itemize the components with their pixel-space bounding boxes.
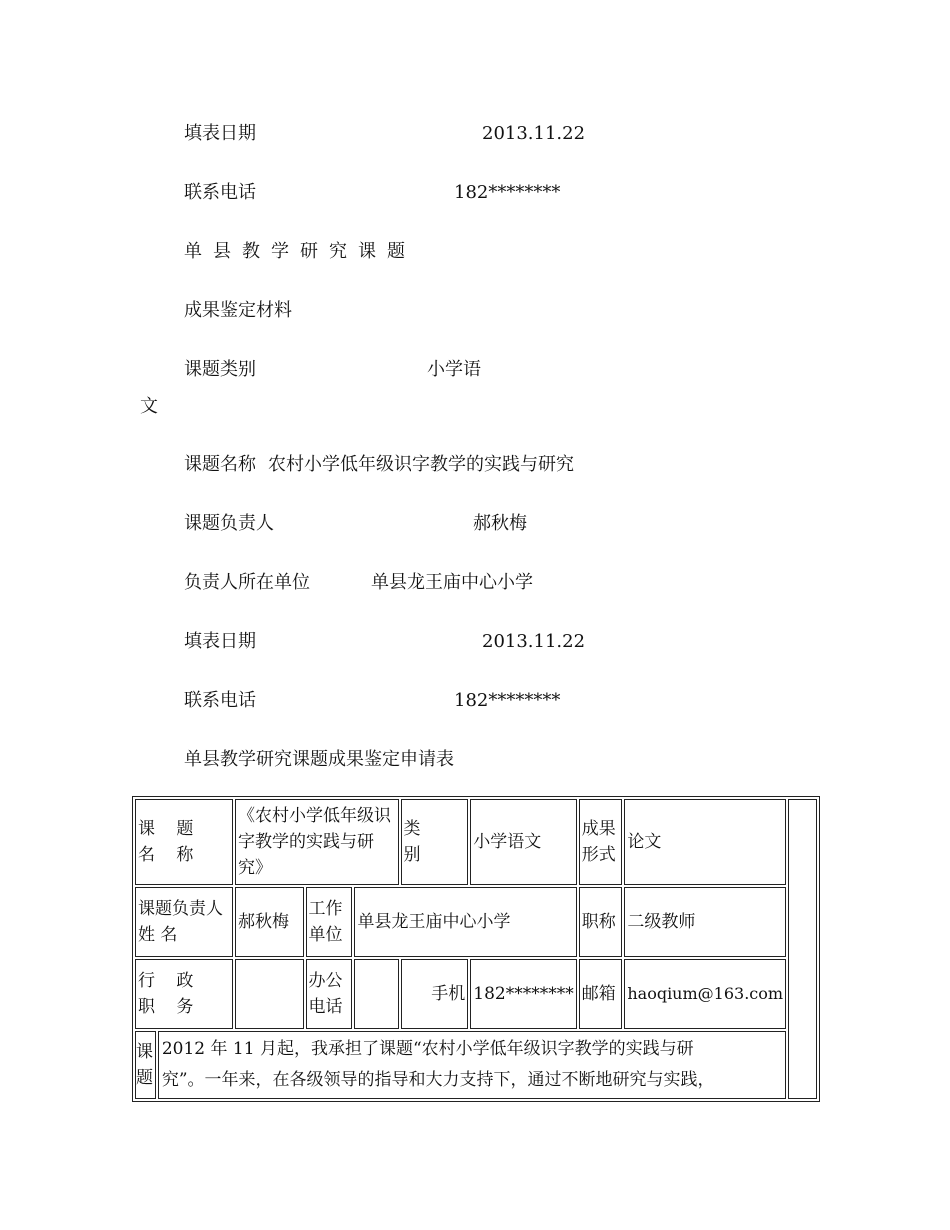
topic-value-cell: 《农村小学低年级识字教学的实践与研究》 <box>235 799 399 885</box>
category-value-part1: 小学语 <box>427 359 481 380</box>
form-row-leader <box>135 887 817 957</box>
email-label-cell: 邮箱 <box>579 959 623 1029</box>
fill-date-value-1: 2013.11.22 <box>482 123 586 144</box>
phone-value-1: 182******** <box>454 182 561 203</box>
result-label-cell: 成果形式 <box>579 799 623 885</box>
fill-date-label-2: 填表日期 <box>184 631 256 652</box>
summary-body-cell <box>158 1031 786 1099</box>
topic-name-value: 农村小学低年级识字教学的实践与研究 <box>268 454 574 475</box>
category-value-part2: 文 <box>140 396 158 417</box>
summary-body-line1: 2012 年 11 月起，我承担了课题“农村小学低年级识字教学的实践与研 <box>161 1039 694 1059</box>
leader-value-cell: 郝秋梅 <box>235 887 304 957</box>
office-value-cell <box>354 959 398 1029</box>
fill-date-value-2: 2013.11.22 <box>482 631 586 652</box>
phone-value-2: 182******** <box>454 690 561 711</box>
mobile-label-cell: 手机 <box>401 959 469 1029</box>
summary-body-line2: 究”。一年来，在各级领导的指导和大力支持下，通过不断地研究与实践， <box>161 1070 715 1090</box>
leader-label-cell: 课题负责人姓 名 <box>135 887 233 957</box>
title-label-cell: 职称 <box>579 887 623 957</box>
cover-title-line1: 单县教学研究课题 <box>184 241 416 262</box>
form-row-topic <box>135 799 817 885</box>
form-row-summary <box>135 1031 817 1099</box>
cover-title-line2: 成果鉴定材料 <box>184 300 292 321</box>
type-label-cell: 类 别 <box>401 799 469 885</box>
work-value-cell: 单县龙王庙中心小学 <box>354 887 576 957</box>
email-value-cell: haoqium@163.com <box>624 959 786 1029</box>
type-value-cell: 小学语文 <box>470 799 576 885</box>
leader-label: 课题负责人 <box>184 513 274 534</box>
phone-label-2: 联系电话 <box>184 690 256 711</box>
leader-value: 郝秋梅 <box>473 513 527 534</box>
summary-side-label-cell: 课题 <box>135 1031 156 1099</box>
admin-label-cell: 行 政 职 务 <box>135 959 233 1029</box>
form-row-contact <box>135 959 817 1029</box>
topic-name-label: 课题名称 <box>184 454 256 475</box>
form-title: 单县教学研究课题成果鉴定申请表 <box>184 749 454 770</box>
phone-label-1: 联系电话 <box>184 182 256 203</box>
fill-date-label-1: 填表日期 <box>184 123 256 144</box>
admin-value-cell <box>235 959 304 1029</box>
office-label-cell: 办公电话 <box>306 959 353 1029</box>
unit-value: 单县龙王庙中心小学 <box>371 572 533 593</box>
application-form-table <box>132 796 820 1102</box>
right-blank-cell <box>788 799 817 1099</box>
title-value-cell: 二级教师 <box>624 887 786 957</box>
topic-label-cell: 课 题 名 称 <box>135 799 233 885</box>
result-value-cell: 论文 <box>624 799 786 885</box>
work-label-cell: 工作单位 <box>306 887 353 957</box>
unit-label: 负责人所在单位 <box>184 572 310 593</box>
category-label: 课题类别 <box>184 359 256 380</box>
mobile-value-cell: 182******** <box>470 959 576 1029</box>
